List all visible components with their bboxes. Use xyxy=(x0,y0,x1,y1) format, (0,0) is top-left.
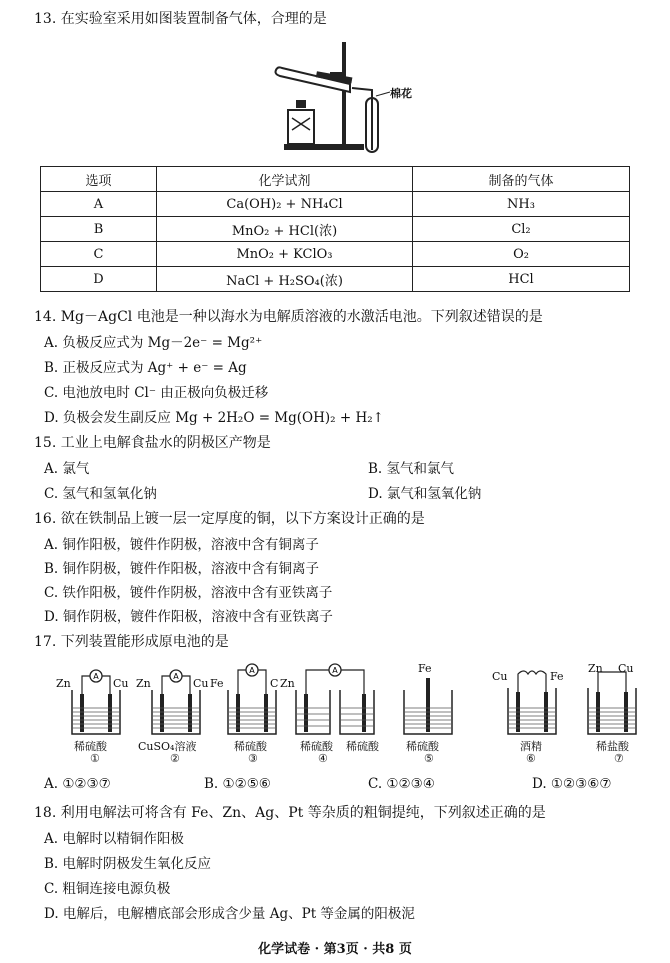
electrode-label: Cu xyxy=(193,677,209,690)
device-number: ⑥ xyxy=(526,752,536,765)
device-number: ① xyxy=(90,752,100,765)
electrode-label: Fe xyxy=(210,677,224,690)
svg-text:A: A xyxy=(173,672,179,681)
table-cell: NaCl + H₂SO₄(浓) xyxy=(157,267,413,292)
electrode-label: Cu xyxy=(113,677,129,690)
q16-option-d: D. 铜作阴极，镀件作阳极，溶液中含有亚铁离子 xyxy=(44,609,333,625)
q17-option-b: B. ①②⑤⑥ xyxy=(204,776,271,792)
q14-stem: 14. Mg－AgCl 电池是一种以海水为电解质溶液的水激活电池。下列叙述错误的是 xyxy=(34,309,543,325)
electrode-label: Cu xyxy=(618,662,634,675)
q18-option-b: B. 电解时阴极发生氧化反应 xyxy=(44,856,212,872)
svg-text:A: A xyxy=(93,672,99,681)
q14-option-d: D. 负极会发生副反应 Mg + 2H₂O = Mg(OH)₂ + H₂↑ xyxy=(44,410,384,426)
q14-option-a: A. 负极反应式为 Mg－2e⁻ = Mg²⁺ xyxy=(44,335,263,351)
solution-label: 稀硫酸 xyxy=(74,740,107,753)
q18-option-d: D. 电解后，电解槽底部会形成含少量 Ag、Pt 等金属的阳极泥 xyxy=(44,906,415,922)
q16-option-c: C. 铁作阳极，镀件作阴极，溶液中含有亚铁离子 xyxy=(44,585,333,601)
q13-table xyxy=(40,166,630,292)
q15-option-d: D. 氯气和氢氧化钠 xyxy=(368,486,482,502)
table-header: 选项 xyxy=(41,167,157,192)
solution-label: 稀硫酸 xyxy=(406,740,439,753)
device-4 xyxy=(292,662,378,738)
electrode-label: Fe xyxy=(418,662,432,675)
table-row xyxy=(41,192,630,217)
q13-stem: 13. 在实验室采用如图装置制备气体，合理的是 xyxy=(34,11,327,27)
table-header-row xyxy=(41,167,630,192)
solution-label: CuSO₄溶液 xyxy=(138,740,197,753)
q15-option-a: A. 氯气 xyxy=(44,461,90,477)
table-cell: A xyxy=(41,192,157,217)
device-5 xyxy=(400,668,456,738)
electrode-label: Zn xyxy=(56,677,71,690)
electrode-label: C xyxy=(270,677,279,690)
q18-option-a: A. 电解时以精铜作阳极 xyxy=(44,831,184,847)
q16-stem: 16. 欲在铁制品上镀一层一定厚度的铜，以下方案设计正确的是 xyxy=(34,511,425,527)
cotton-label: 棉花 xyxy=(390,87,412,100)
electrode-label: Zn xyxy=(280,677,295,690)
page-footer: 化学试卷 · 第3页 · 共8 页 xyxy=(258,942,412,957)
q17-option-c: C. ①②③④ xyxy=(368,776,435,792)
q18-option-c: C. 粗铜连接电源负极 xyxy=(44,881,171,897)
table-cell: HCl xyxy=(413,267,630,292)
device-number: ③ xyxy=(248,752,258,765)
device-number: ⑤ xyxy=(424,752,434,765)
q17-stem: 17. 下列装置能形成原电池的是 xyxy=(34,634,229,650)
table-cell: D xyxy=(41,267,157,292)
device-number: ② xyxy=(170,752,180,765)
device-3 xyxy=(224,662,280,738)
table-cell: MnO₂ + HCl(浓) xyxy=(157,217,413,242)
q16-option-b: B. 铜作阴极，镀件作阳极，溶液中含有铜离子 xyxy=(44,561,320,577)
svg-text:A: A xyxy=(249,666,255,675)
q18-stem: 18. 利用电解法可将含有 Fe、Zn、Ag、Pt 等杂质的粗铜提纯，下列叙述正确的是 xyxy=(34,805,546,821)
device-number: ⑦ xyxy=(614,752,624,765)
delivery-tube xyxy=(352,88,372,150)
stand-rod xyxy=(342,42,346,146)
q15-option-c: C. 氢气和氢氧化钠 xyxy=(44,486,157,502)
q14-option-c: C. 电池放电时 Cl⁻ 由正极向负极迁移 xyxy=(44,385,269,401)
table-cell: Ca(OH)₂ + NH₄Cl xyxy=(157,192,413,217)
table-cell: B xyxy=(41,217,157,242)
solution-label: 稀盐酸 xyxy=(596,740,629,753)
electrode-label: Zn xyxy=(136,677,151,690)
table-row xyxy=(41,267,630,292)
solution-label: 稀硫酸 xyxy=(234,740,267,753)
table-cell: MnO₂ + KClO₃ xyxy=(157,242,413,267)
q14-option-b: B. 正极反应式为 Ag⁺ + e⁻ = Ag xyxy=(44,360,247,376)
table-cell: Cl₂ xyxy=(413,217,630,242)
solution-label: 酒精 xyxy=(520,740,542,753)
q15-stem: 15. 工业上电解食盐水的阴极区产物是 xyxy=(34,435,271,451)
q17-option-a: A. ①②③⑦ xyxy=(44,776,111,792)
q15-option-b: B. 氢气和氯气 xyxy=(368,461,455,477)
q17-devices-figure xyxy=(56,658,646,770)
electrode-label: Fe xyxy=(550,670,564,683)
table-header: 制备的气体 xyxy=(413,167,630,192)
electrode-label: Zn xyxy=(588,662,603,675)
q16-option-a: A. 铜作阳极，镀件作阴极，溶液中含有铜离子 xyxy=(44,537,319,553)
table-cell: O₂ xyxy=(413,242,630,267)
device-number: ④ xyxy=(318,752,328,765)
device-7 xyxy=(584,664,640,738)
table-header: 化学试剂 xyxy=(157,167,413,192)
table-cell: C xyxy=(41,242,157,267)
svg-text:A: A xyxy=(332,666,338,675)
q17-option-d: D. ①②③⑥⑦ xyxy=(532,776,612,792)
solution-label: 稀硫酸 xyxy=(346,740,379,753)
table-cell: NH₃ xyxy=(413,192,630,217)
table-row xyxy=(41,217,630,242)
electrode-label: Cu xyxy=(492,670,508,683)
lamp-stand xyxy=(288,110,314,144)
table-row xyxy=(41,242,630,267)
solution-label: 稀硫酸 xyxy=(300,740,333,753)
